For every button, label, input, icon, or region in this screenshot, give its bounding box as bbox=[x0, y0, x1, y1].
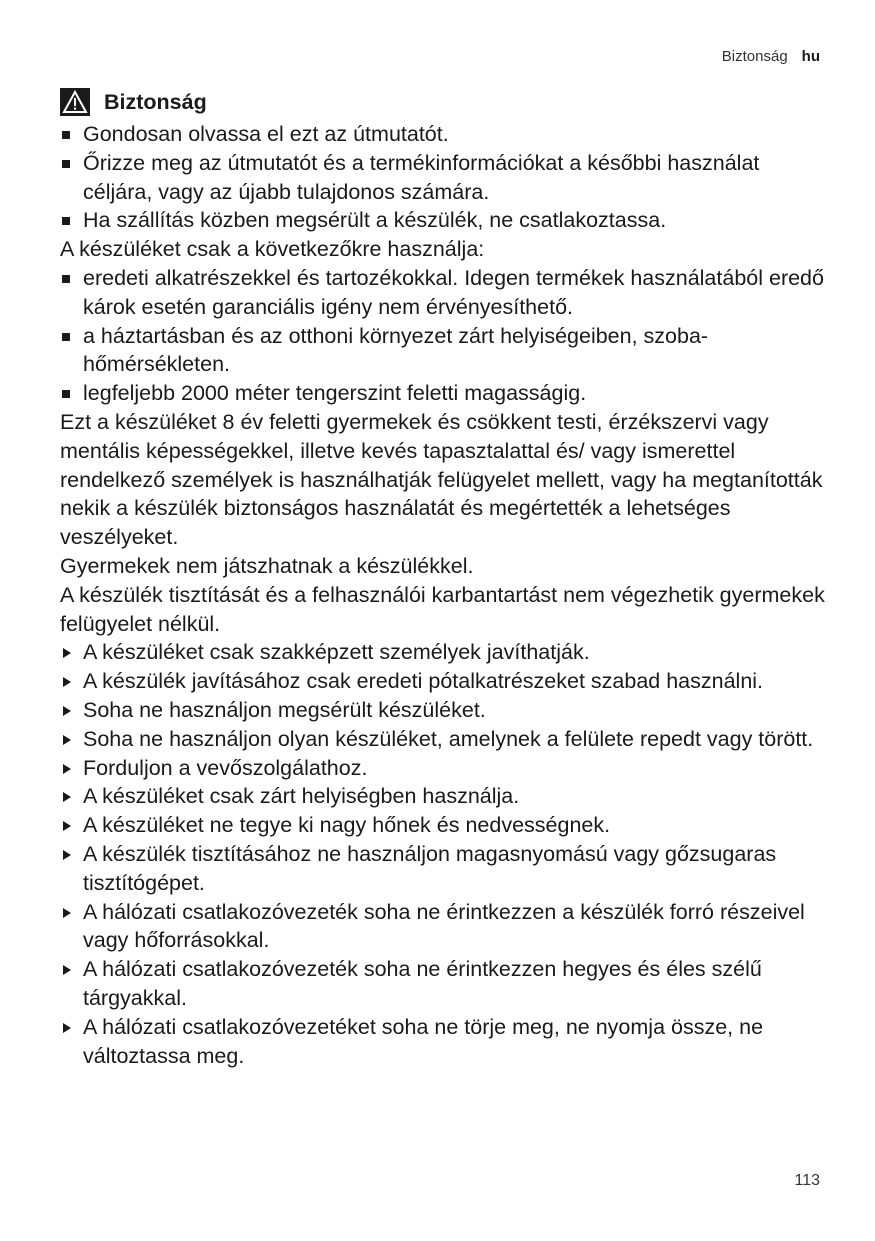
list-item-text: A hálózati csatlakozóvezeték soha ne érintkezzen hegyes és éles szélű tárgyakkal. bbox=[83, 957, 762, 1010]
list-item-text: A készüléket ne tegye ki nagy hőnek és nedvességnek. bbox=[83, 813, 611, 838]
instruction-list-item bbox=[60, 638, 825, 667]
list-item-text: A készülék tisztításához ne használjon magasnyomású vagy gőzsugaras tisztítógépet. bbox=[83, 841, 777, 895]
list-item-text: A hálózati csatlakozóvezetéket soha ne törje meg, ne nyomja össze, ne változtassa meg. bbox=[83, 1014, 764, 1068]
square-bullet-icon bbox=[61, 379, 77, 408]
arrow-bullet-icon bbox=[61, 811, 77, 840]
arrow-bullet-icon bbox=[61, 955, 77, 984]
bullet-list-item bbox=[60, 149, 825, 207]
square-bullet-icon bbox=[61, 322, 77, 351]
section-title: Biztonság bbox=[104, 89, 207, 114]
arrow-bullet-icon bbox=[61, 754, 77, 783]
square-bullet-icon bbox=[61, 120, 77, 149]
list-item-text: A készüléket csak zárt helyiségben használja. bbox=[83, 784, 520, 809]
instruction-list-item bbox=[60, 898, 825, 956]
arrow-bullet-icon bbox=[61, 840, 77, 869]
paragraph: A készüléket csak a következőkre használja: bbox=[60, 237, 485, 262]
safety-text-body bbox=[60, 120, 825, 1070]
list-item-text: Soha ne használjon olyan készüléket, amelynek a felülete repedt vagy törött. bbox=[83, 726, 814, 751]
arrow-bullet-icon bbox=[61, 725, 77, 754]
list-item-text: eredeti alkatrészekkel és tartozékokkal. Idegen termékek használatából eredő károk esetén garanciális igény nem érvényesíthető. bbox=[83, 265, 824, 319]
instruction-list-item bbox=[60, 1013, 825, 1071]
instruction-list-item bbox=[60, 840, 825, 898]
section-heading bbox=[60, 86, 825, 118]
list-item-text: Ha szállítás közben megsérült a készülék, ne csatlakoztassa. bbox=[83, 208, 667, 233]
square-bullet-icon bbox=[61, 264, 77, 293]
instruction-list-item bbox=[60, 754, 825, 783]
bullet-list-item bbox=[60, 379, 825, 408]
running-header bbox=[722, 48, 820, 65]
instruction-list-item bbox=[60, 782, 825, 811]
list-item-text: Őrizze meg az útmutatót és a termékinformációkat a későbbi használat céljára, vagy az újabb tulajdonos számára. bbox=[83, 150, 760, 204]
square-bullet-icon bbox=[61, 206, 77, 235]
running-header-section: Biztonság bbox=[721, 48, 788, 65]
list-item-text: A készüléket csak szakképzett személyek javíthatják. bbox=[83, 640, 590, 665]
warning-triangle-icon bbox=[60, 88, 90, 116]
list-item-text: Gondosan olvassa el ezt az útmutatót. bbox=[83, 122, 449, 146]
instruction-list-item bbox=[60, 725, 825, 754]
arrow-bullet-icon bbox=[61, 638, 77, 667]
bullet-list-item bbox=[60, 206, 825, 235]
bullet-list-item bbox=[60, 120, 825, 149]
list-item-text: a háztartásban és az otthoni környezet zárt helyiségeiben, szobahőmérsékleten. bbox=[83, 323, 709, 377]
safety-section bbox=[60, 86, 825, 1070]
paragraph: A készülék tisztítását és a felhasználói karbantartást nem végezhetik gyermekek felügyelet nélkül. bbox=[60, 582, 825, 636]
list-item-text: Forduljon a vevőszolgálathoz. bbox=[83, 755, 368, 780]
bullet-list-item bbox=[60, 264, 825, 322]
arrow-bullet-icon bbox=[61, 667, 77, 696]
square-bullet-icon bbox=[61, 149, 77, 178]
list-item-text: A készülék javításához csak eredeti pótalkatrészeket szabad használni. bbox=[83, 669, 764, 694]
arrow-bullet-icon bbox=[61, 696, 77, 725]
list-item-text: legfeljebb 2000 méter tengerszint feletti magasságig. bbox=[83, 381, 587, 406]
instruction-list-item bbox=[60, 811, 825, 840]
list-item-text: A hálózati csatlakozóvezeték soha ne érintkezzen a készülék forró részeivel vagy hőforrásokkal. bbox=[83, 899, 805, 953]
instruction-list-item bbox=[60, 667, 825, 696]
arrow-bullet-icon bbox=[61, 782, 77, 811]
arrow-bullet-icon bbox=[61, 1013, 77, 1042]
arrow-bullet-icon bbox=[61, 898, 77, 927]
paragraph: Gyermekek nem játszhatnak a készülékkel. bbox=[60, 553, 474, 578]
paragraph: Ezt a készüléket 8 év feletti gyermekek és csökkent testi, érzékszervi vagy mentális képességekkel, illetve kevés tapasztalattal és/ vagy ismerettel rendelkező személyek is használhatják felügyelet mellett, vagy ha megtanították nekik a készülék biztonságos használatát és megértették a lehetséges veszélyeket. bbox=[60, 409, 823, 550]
page-number: 113 bbox=[794, 1172, 820, 1189]
running-header-language: hu bbox=[801, 48, 820, 65]
list-item-text: Soha ne használjon megsérült készüléket. bbox=[83, 697, 486, 722]
instruction-list-item bbox=[60, 696, 825, 725]
instruction-list-item bbox=[60, 955, 825, 1013]
bullet-list-item bbox=[60, 322, 825, 380]
